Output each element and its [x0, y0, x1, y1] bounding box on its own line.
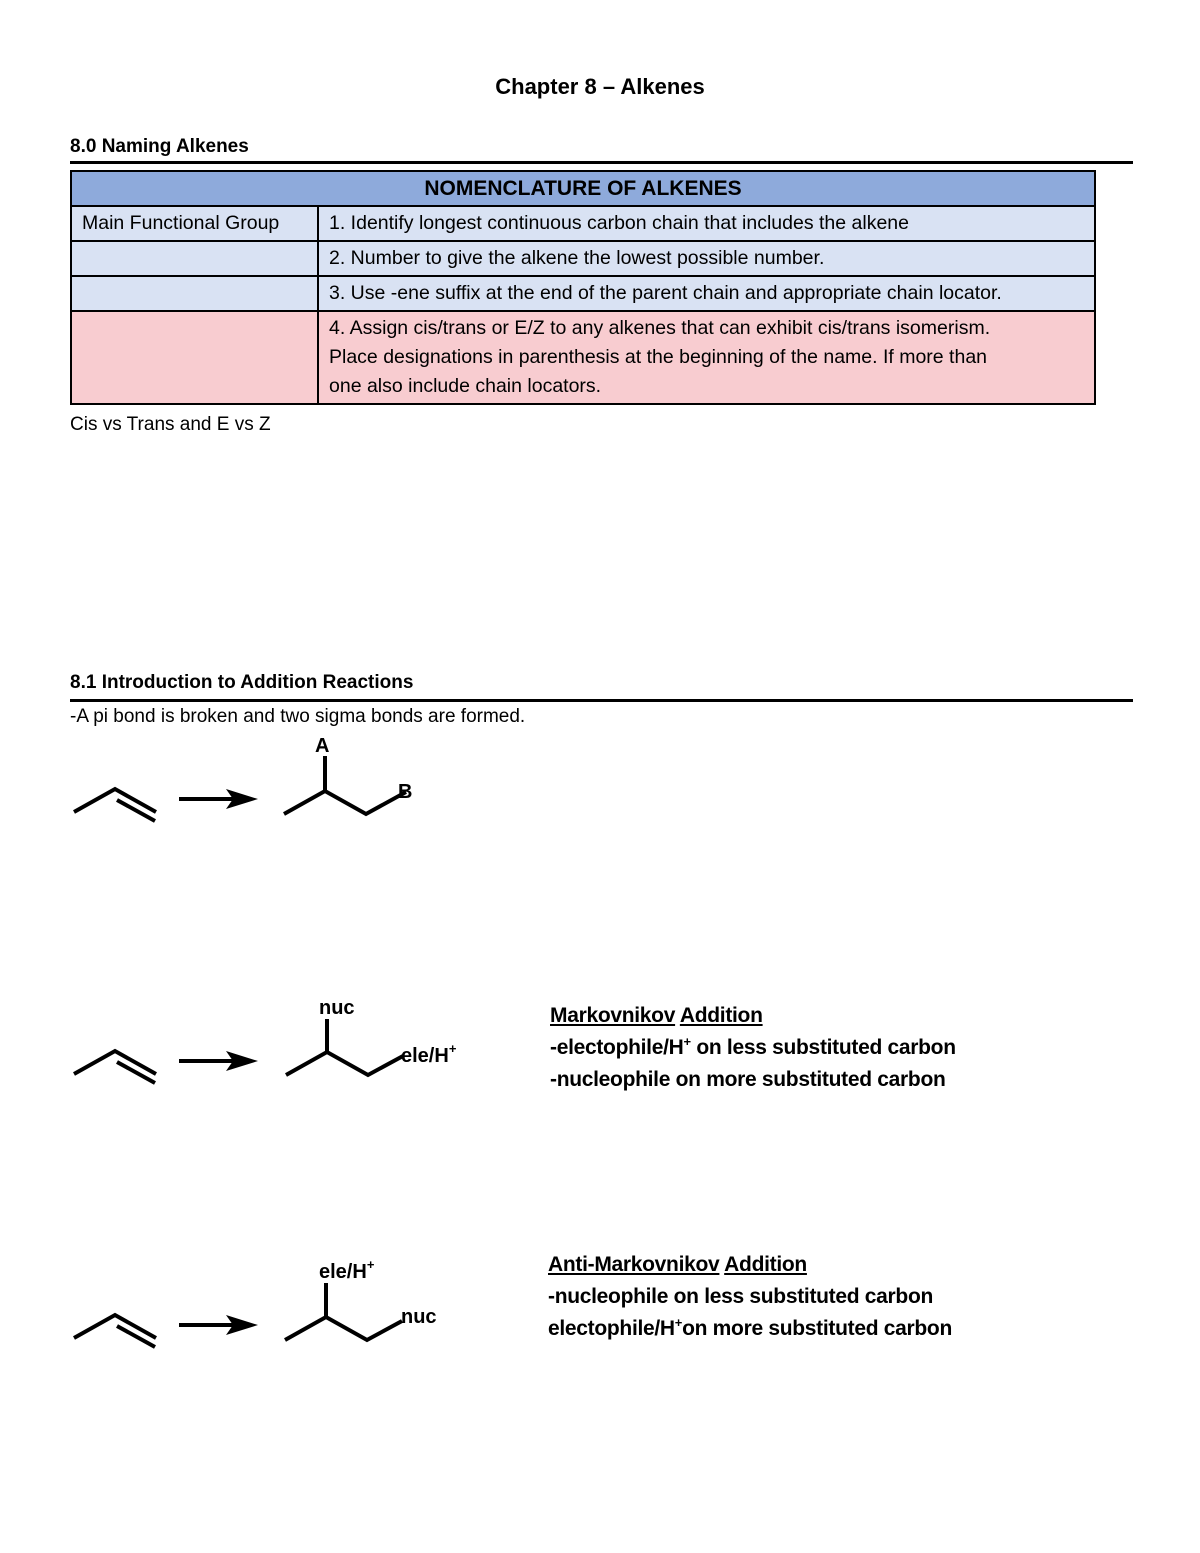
product-structure [286, 1019, 403, 1075]
propene-structure [74, 1051, 156, 1083]
subtopic-cis-trans: Cis vs Trans and E vs Z [70, 414, 271, 435]
note-line: electophile/H+on more substituted carbon [548, 1315, 952, 1340]
table-cell-step2: 2. Number to give the alkene the lowest possible number. [318, 241, 1095, 276]
product-structure [285, 1283, 402, 1340]
anti-markovnikov-note [548, 1249, 952, 1345]
table-header: NOMENCLATURE OF ALKENES [71, 171, 1095, 206]
note-line: -nucleophile on less substituted carbon [548, 1285, 934, 1308]
step4-line: one also include chain locators. [329, 375, 602, 397]
substituent-label-a: A [315, 735, 330, 757]
table-cell-step1: 1. Identify longest continuous carbon chain that includes the alkene [318, 206, 1095, 241]
step4-line: 4. Assign cis/trans or E/Z to any alkenes that can exhibit cis/trans isomerism. [329, 317, 991, 339]
product-structure [284, 756, 406, 814]
note-line: -nucleophile on more substituted carbon [550, 1068, 946, 1091]
substituent-label-b: B [398, 781, 413, 803]
note-line: -electophile/H+ on less substituted carbon [550, 1034, 956, 1059]
propene-structure [74, 789, 156, 821]
substituent-label-ele: ele/H+ [319, 1257, 375, 1283]
propene-structure [74, 1315, 156, 1347]
note-title: Markovnikov Addition [550, 1004, 763, 1027]
table-cell-step3: 3. Use -ene suffix at the end of the parent chain and appropriate chain locator. [318, 276, 1095, 311]
section-heading-8-1: 8.1 Introduction to Addition Reactions [70, 672, 414, 693]
markovnikov-note [550, 1000, 956, 1096]
section-heading-8-0: 8.0 Naming Alkenes [70, 136, 249, 157]
substituent-label-ele: ele/H+ [401, 1041, 457, 1067]
step4-line: Place designations in parenthesis at the beginning of the name. If more than [329, 346, 988, 368]
substituent-label-nuc: nuc [319, 997, 355, 1019]
page-title: Chapter 8 – Alkenes [495, 74, 705, 99]
substituent-label-nuc: nuc [401, 1306, 437, 1328]
note-title: Anti-Markovnikov Addition [548, 1253, 807, 1276]
intro-text: -A pi bond is broken and two sigma bonds are formed. [70, 706, 526, 727]
table-cell-label: Main Functional Group [71, 206, 318, 241]
